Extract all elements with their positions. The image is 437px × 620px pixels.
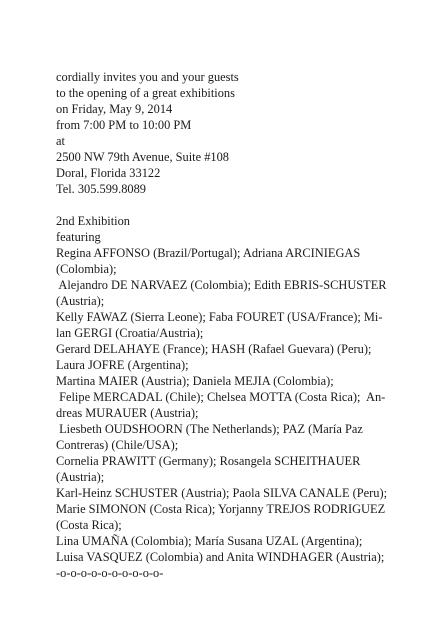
artist-line: Liesbeth OUDSHOORN (The Netherlands); PAZ (María Paz xyxy=(56,422,363,436)
artist-line: Alejandro DE NARVAEZ (Colombia); Edith EBRIS-SCHUSTER xyxy=(56,278,387,292)
artist-line: Marie SIMONON (Costa Rica); Yorjanny TREJOS RODRIGUEZ xyxy=(56,502,386,516)
event-time: from 7:00 PM to 10:00 PM xyxy=(56,118,192,132)
artist-line: Karl-Heinz SCHUSTER (Austria); Paola SILVA CANALE (Peru); xyxy=(56,486,388,500)
exhibition-title: 2nd Exhibition xyxy=(56,214,130,228)
event-date: on Friday, May 9, 2014 xyxy=(56,102,173,116)
invitation-line: to the opening of a great exhibitions xyxy=(56,86,235,100)
artist-line: dreas MURAUER (Austria); xyxy=(56,406,199,420)
artist-line: Cornelia PRAWITT (Germany); Rosangela SCHEITHAUER xyxy=(56,454,361,468)
invitation-text xyxy=(56,69,428,581)
artist-line: Kelly FAWAZ (Sierra Leone); Faba FOURET (USA/France); Mi- xyxy=(56,310,383,324)
artist-line: Contreras) (Chile/USA); xyxy=(56,438,179,452)
featuring-label: featuring xyxy=(56,230,101,244)
artist-line: (Colombia); xyxy=(56,262,117,276)
artist-line: (Austria); xyxy=(56,294,105,308)
artist-line: Gerard DELAHAYE (France); HASH (Rafael Guevara) (Peru); xyxy=(56,342,372,356)
artist-line: Laura JOFRE (Argentina); xyxy=(56,358,189,372)
artist-line: Luisa VASQUEZ (Colombia) and Anita WINDHAGER (Austria); xyxy=(56,550,385,564)
artist-line: Lina UMAÑA (Colombia); María Susana UZAL (Argentina); xyxy=(56,534,363,548)
artist-line: Regina AFFONSO (Brazil/Portugal); Adriana ARCINIEGAS xyxy=(56,246,361,260)
invitation-line: cordially invites you and your guests xyxy=(56,70,239,84)
artist-line: (Costa Rica); xyxy=(56,518,122,532)
artist-line: Felipe MERCADAL (Chile); Chelsea MOTTA (Costa Rica); An- xyxy=(56,390,386,404)
address-street: 2500 NW 79th Avenue, Suite #108 xyxy=(56,150,229,164)
blank-line xyxy=(56,197,428,213)
artist-line: (Austria); xyxy=(56,470,105,484)
phone-number: Tel. 305.599.8089 xyxy=(56,182,146,196)
address-city: Doral, Florida 33122 xyxy=(56,166,161,180)
invitation-line: at xyxy=(56,134,65,148)
artist-line: Martina MAIER (Austria); Daniela MEJIA (Colombia); xyxy=(56,374,334,388)
artist-line: lan GERGI (Croatia/Austria); xyxy=(56,326,204,340)
separator-line: -o-o-o-o-o-o-o-o-o-o- xyxy=(56,566,164,580)
